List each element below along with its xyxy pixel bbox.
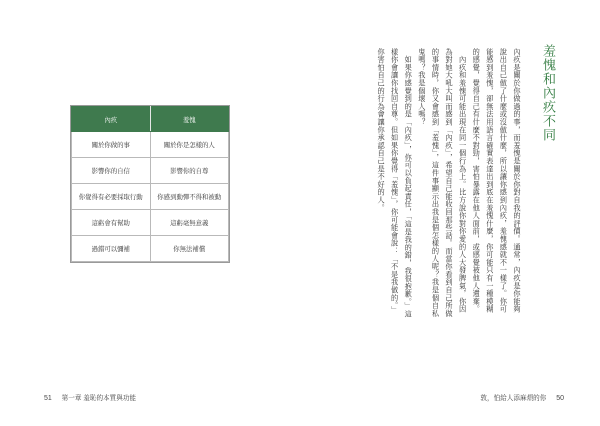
table-cell-guilt: 過錯可以彌補	[72, 236, 151, 262]
table-cell-shame: 你無法補償	[150, 236, 229, 262]
table-row	[72, 158, 229, 184]
comparison-table	[71, 106, 229, 262]
table-cell-shame: 影響你的自尊	[150, 158, 229, 184]
body-paragraph: 內疚是關於你做過的事，而羞愧是關於你對自我的評價。通常，內疚是你能夠說出自己做了什麼或沒做什麼，所以讓你感到內疚，羞愧感就不一樣了。你可能感到羞愧，卻無法用語言確實表達出到底在羞愧什麼，你可能只有一種模糊的感覺，覺得自己有什麼不對勁，害怕暴露在他人面前，或感覺被他人遺棄。	[472, 48, 522, 314]
table-header-guilt: 內疚	[72, 107, 151, 132]
body-paragraph: 內疚和羞愧可能出現在同一個行為上。比方說你對你愛的人大發脾氣，你因為對她大吼大叫而感到「內疚」，希望自己能收回那些話。而當你看到自己所做的事情時，你又會感到「羞愧」，這件事顯示出我是個怎樣的人呢？我是個自私鬼嗎？我是個壞人嗎？	[417, 48, 468, 318]
table-row	[72, 210, 229, 236]
table-cell-guilt: 影響你的自信	[72, 158, 151, 184]
table-cell-shame: 關於你是怎樣的人	[150, 132, 229, 158]
table-cell-guilt: 這虧會有幫助	[72, 210, 151, 236]
section-body	[346, 48, 524, 318]
table-header-shame: 羞愧	[150, 107, 229, 132]
left-running-title: 第一章 羞恥的本質與功能	[61, 395, 137, 402]
table-cell-guilt: 你覺得有必要採取行動	[72, 184, 151, 210]
table-header-row	[72, 107, 229, 132]
right-page-footer	[480, 392, 564, 402]
section-title: 羞愧和內疚不同	[540, 44, 555, 142]
table-row	[72, 132, 229, 158]
table-cell-guilt: 關於你做的事	[72, 132, 151, 158]
left-page-footer	[44, 392, 136, 402]
table-row	[72, 184, 229, 210]
table-cell-shame: 這虧毫無意義	[150, 210, 229, 236]
left-page-number: 51	[44, 395, 52, 402]
right-running-title: 敦，怕給人添麻煩的你	[480, 395, 547, 402]
table-cell-shame: 你感到動彈不得和被動	[150, 184, 229, 210]
table-row	[72, 236, 229, 262]
right-page-number: 50	[556, 395, 564, 402]
body-paragraph: 如果你感覺到的是「內疚」，你可以負起責任，「這是我的錯，我很抱歉。」這樣你會讓你找回自尊。但如果你覺得「羞愧」，你可能會說：「不是我做的。」你害怕自己的行為會讓你承認自己是不好的人。	[377, 48, 414, 318]
